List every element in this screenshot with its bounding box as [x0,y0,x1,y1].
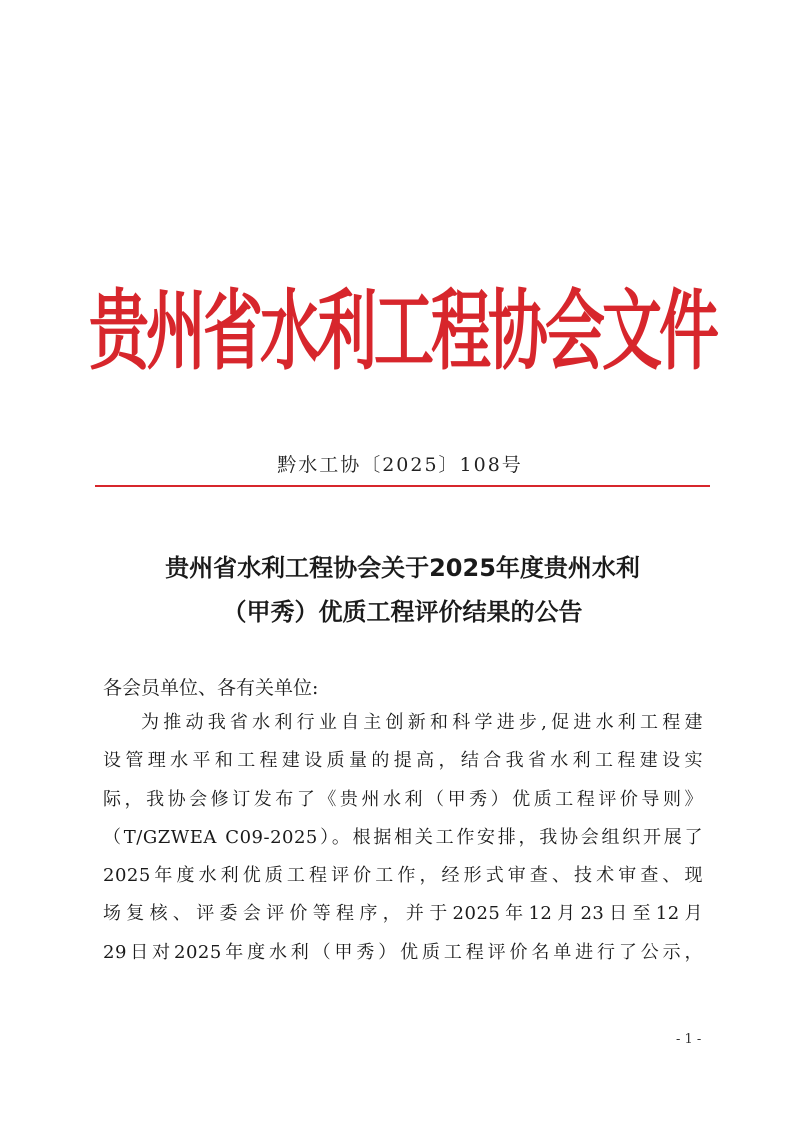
org-title: 贵州省水利工程协会文件 [89,281,716,383]
body-line: 设管理水平和工程建设质量的提高，结合我省水利工程建设实 [103,750,703,772]
body-line: 29日对2025年度水利（甲秀）优质工程评价名单进行了公示， [103,941,703,963]
masthead [89,272,716,392]
body-line: 2025年度水利优质工程评价工作，经形式审查、技术审查、现 [103,865,703,887]
title-line: 贵州省水利工程协会关于2025年度贵州水利 [165,554,640,582]
body-line: （T/GZWEA C09-2025）。根据相关工作安排，我协会组织开展了 [103,826,703,848]
body-line: 场复核、评委会评价等程序，并于2025年12月23日至12月 [103,903,703,925]
red-divider [95,485,710,487]
document-number: 黔水工协〔2025〕108号 [277,454,523,476]
salutation: 各会员单位、各有关单位: [103,677,319,699]
announcement-title [95,546,710,634]
page-number: - 1 - [676,1032,702,1047]
body-paragraph [103,704,703,972]
body-line: 为推动我省水利行业自主创新和科学进步,促进水利工程建 [141,712,703,733]
body-line: 际，我协会修订发布了《贵州水利（甲秀）优质工程评价导则》 [103,788,703,810]
title-line: （甲秀）优质工程评价结果的公告 [222,598,583,626]
